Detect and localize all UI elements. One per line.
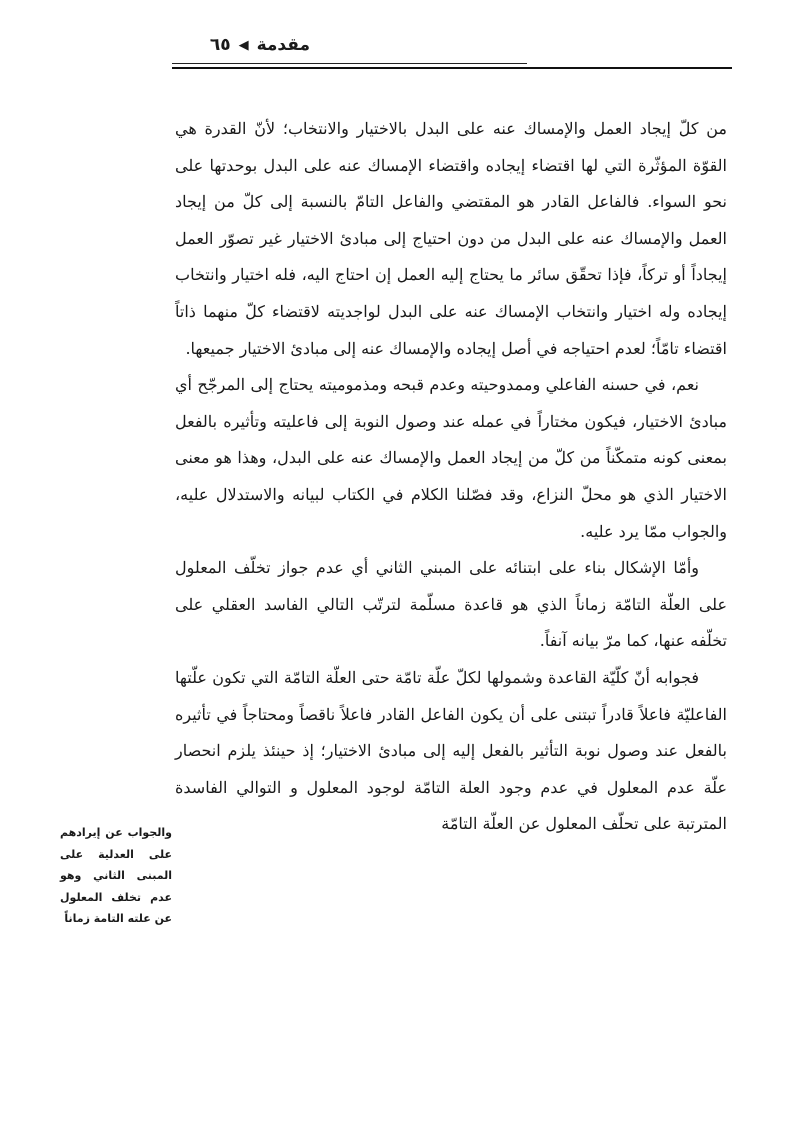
section-title: مقدمة — [256, 35, 310, 55]
paragraph-2: نعم، في حسنه الفاعلي وممدوحيته وعدم قبحه ومذموميته يحتاج إلى المرجّح أي مبادئ الاختيار، فيكون مختاراً في عمله عند وصول النوبة إلى فاعليته وتأثيره بالفعل بمعنى كونه متمكّناً من كلّ من إيجاد العمل والإمساك عنه على البدل، وهذا هو معنى الاختيار الذي هو محلّ النزاع، وقد فصّلنا الكلام في الكتاب لبيانه والاستدلال عليه، والجواب ممّا يرد عليه. — [175, 375, 727, 541]
paragraph-4: فجوابه أنّ كلّيّة القاعدة وشمولها لكلّ علّة تامّة حتى العلّة التامّة التي تكون علّتها الفاعليّة فاعلاً قادراً تبتنى على أن يكون الفاعل القادر فاعلاً ناقصاً ومحتاجاً في تأثيره بالفعل عند وصول نوبة التأثير بالفعل إليه إلى مبادئ الاختيار؛ إذ حينئذ يلزم انحصار علّة عدم المعلول في عدم وجود العلة التامّة لوجود المعلول و التوالي الفاسدة المترتبة على تحلّف المعلول عن العلّة التامّة — [175, 667, 727, 834]
body-text — [175, 111, 727, 843]
page-header — [170, 30, 310, 60]
header-rule-thin — [172, 63, 527, 64]
header-arrow-icon: ◀ — [238, 37, 249, 53]
paragraph-1: من كلّ إيجاد العمل والإمساك عنه على البدل بالاختيار والانتخاب؛ لأنّ القدرة هي القوّة المؤثّرة التي لها اقتضاء إيجاده واقتضاء الإمساك عنه على البدل بوحدتها على نحو السواء. فالفاعل القادر هو المقتضي والفاعل التامّ بالنسبة إلى كلّ من إيجاد العمل والإمساك عنه على البدل من دون احتياج إلى مبادئ الاختيار غير تصوّر العمل إيجاداً أو تركاً، فإذا تحقّق سائر ما يحتاج إليه العمل إن احتاج اليه، فله اختيار وانتخاب إيجاده وله اختيار وانتخاب الإمساك عنه على البدل لواجديته لاقتضاء كلّ منهما ذاتاً اقتضاء تامّاً؛ لعدم احتياجه في أصل إيجاده والإمساك عنه إلى مبادئ الاختيار جميعها. — [175, 119, 727, 358]
page-number: ٦٥ — [209, 35, 231, 55]
margin-note: والجواب عن إيرادهم على العدلية على المبنى الثاني وهو عدم تخلف المعلول عن علته التامة زماناً — [60, 826, 172, 925]
paragraph-3: وأمّا الإشكال بناء على ابتنائه على المبني الثاني أي عدم جواز تخلّف المعلول على العلّة التامّة زماناً الذي هو قاعدة مسلّمة لترتّب التالي الفاسد العقلي على تخلّفه عنها، كما مرّ بيانه آنفاً. — [175, 558, 727, 651]
header-rule-thick — [172, 67, 732, 69]
